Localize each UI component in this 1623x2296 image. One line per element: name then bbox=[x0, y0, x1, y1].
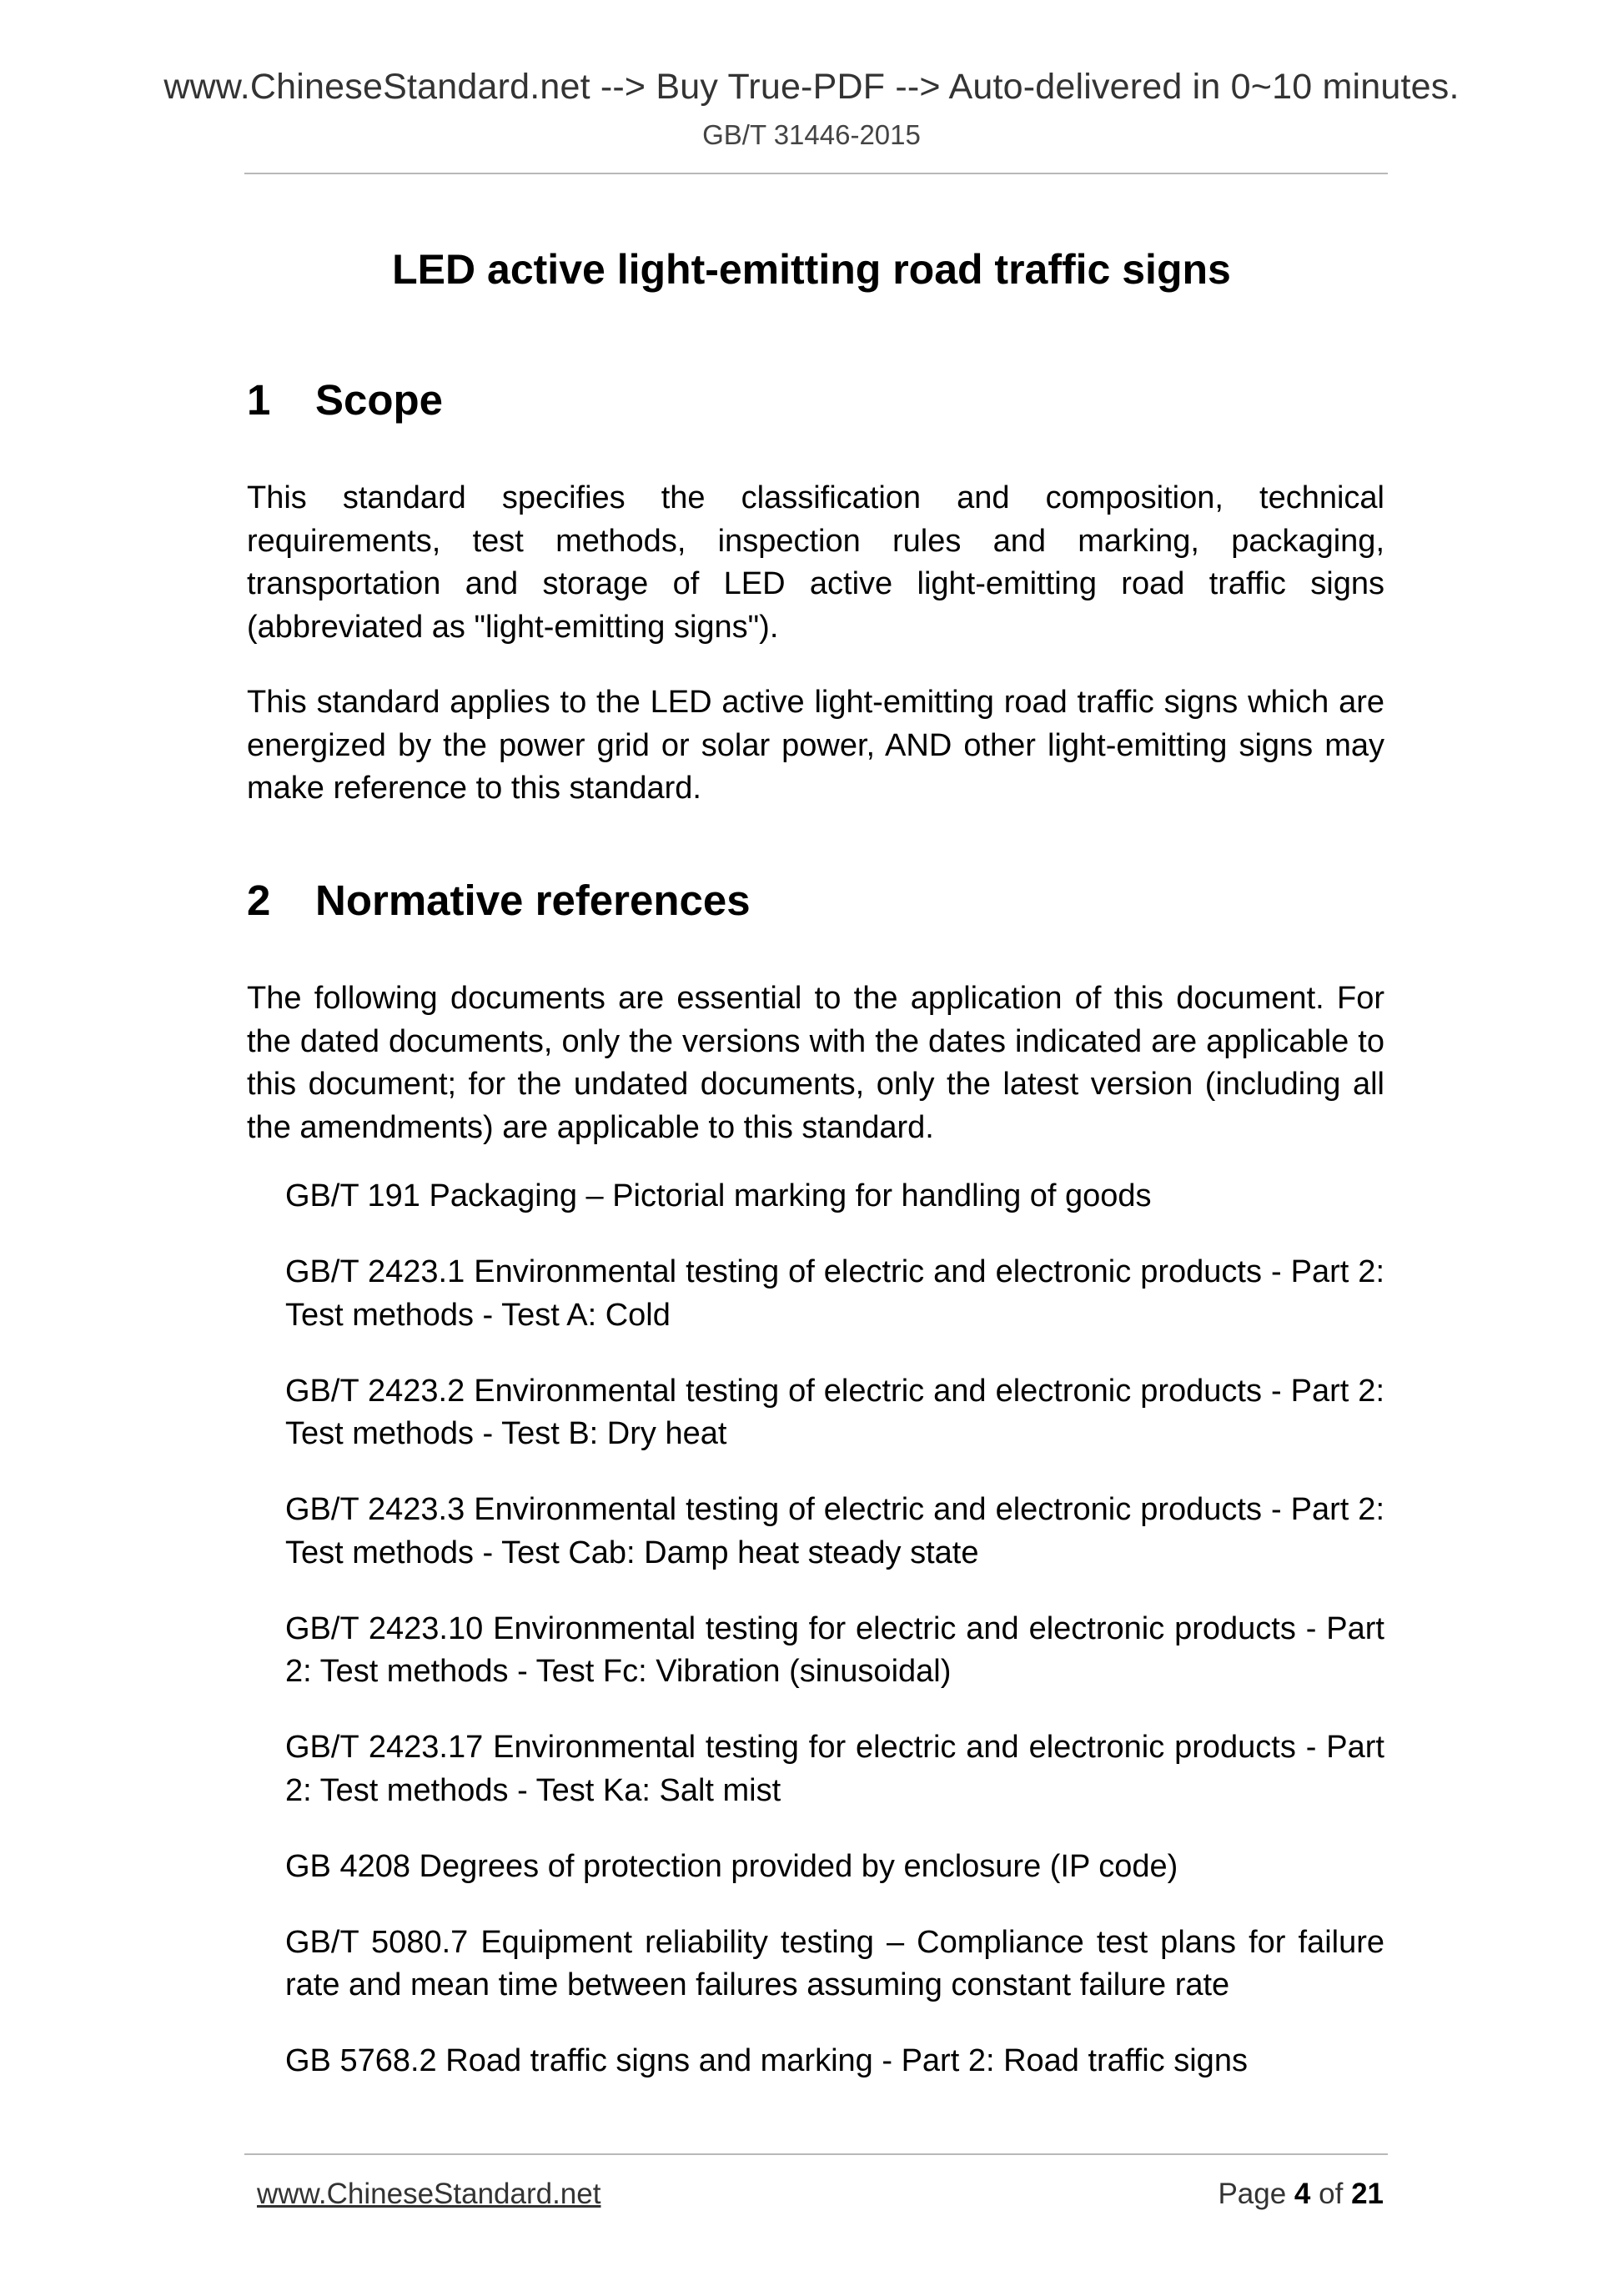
scope-paragraph-2: This standard applies to the LED active light-emitting road traffic signs which are energized by the power grid or solar power, AND other light-emitting signs may make reference to this standard. bbox=[247, 685, 1384, 806]
reference-item: GB/T 2423.3 Environmental testing of electric and electronic products - Part 2: Test methods - Test Cab: Damp heat steady state bbox=[285, 1492, 1384, 1570]
section-heading-references bbox=[247, 875, 751, 927]
page-number bbox=[1218, 2175, 1384, 2213]
footer-site-link[interactable]: www.ChineseStandard.net bbox=[257, 2178, 601, 2210]
header-divider bbox=[244, 173, 1388, 174]
document-title: LED active light-emitting road traffic signs bbox=[392, 246, 1231, 293]
page-of-label: of bbox=[1319, 2178, 1344, 2210]
header-banner: www.ChineseStandard.net --> Buy True-PDF --> Auto-delivered in 0~10 minutes. bbox=[163, 67, 1460, 107]
current-page: 4 bbox=[1294, 2178, 1311, 2210]
references-intro: The following documents are essential to the application of this document. For the dated documents, only the versions with the dates indicated are applicable to this document; for the undated documents, only the latest version (including all the amendments) are applicable to this standard. bbox=[247, 981, 1384, 1145]
reference-item: GB/T 2423.17 Environmental testing for electric and electronic products - Part 2: Test methods - Test Ka: Salt mist bbox=[285, 1730, 1384, 1808]
section-title: Normative references bbox=[315, 877, 751, 924]
section-title: Scope bbox=[315, 376, 444, 424]
reference-item: GB/T 2423.1 Environmental testing of electric and electronic products - Part 2: Test methods - Test A: Cold bbox=[285, 1254, 1384, 1333]
page-label: Page bbox=[1218, 2178, 1287, 2210]
section-number: 1 bbox=[247, 376, 271, 424]
total-pages: 21 bbox=[1351, 2178, 1384, 2210]
section-number: 2 bbox=[247, 877, 271, 924]
reference-item: GB 4208 Degrees of protection provided by enclosure (IP code) bbox=[285, 1848, 1178, 1884]
scope-paragraph-1: This standard specifies the classification and composition, technical requirements, test methods, inspection rules and marking, packaging, transportation and storage of LED active light-emitting road traffic signs (abbreviated as "light-emitting signs"). bbox=[247, 480, 1384, 645]
reference-item: GB/T 2423.2 Environmental testing of electric and electronic products - Part 2: Test methods - Test B: Dry heat bbox=[285, 1373, 1384, 1451]
reference-item: GB 5768.2 Road traffic signs and marking - Part 2: Road traffic signs bbox=[285, 2043, 1248, 2078]
reference-item: GB/T 5080.7 Equipment reliability testing – Compliance test plans for failure rate and mean time between failures assuming constant failure rate bbox=[285, 1924, 1384, 2002]
header-doc-id: GB/T 31446-2015 bbox=[702, 119, 921, 150]
reference-item: GB/T 2423.10 Environmental testing for electric and electronic products - Part 2: Test methods - Test Fc: Vibration (sinusoidal) bbox=[285, 1610, 1384, 1689]
footer-divider bbox=[244, 2153, 1388, 2155]
reference-list bbox=[285, 1175, 1384, 2116]
section-heading-scope bbox=[247, 374, 443, 426]
reference-item: GB/T 191 Packaging – Pictorial marking for handling of goods bbox=[285, 1178, 1152, 1213]
